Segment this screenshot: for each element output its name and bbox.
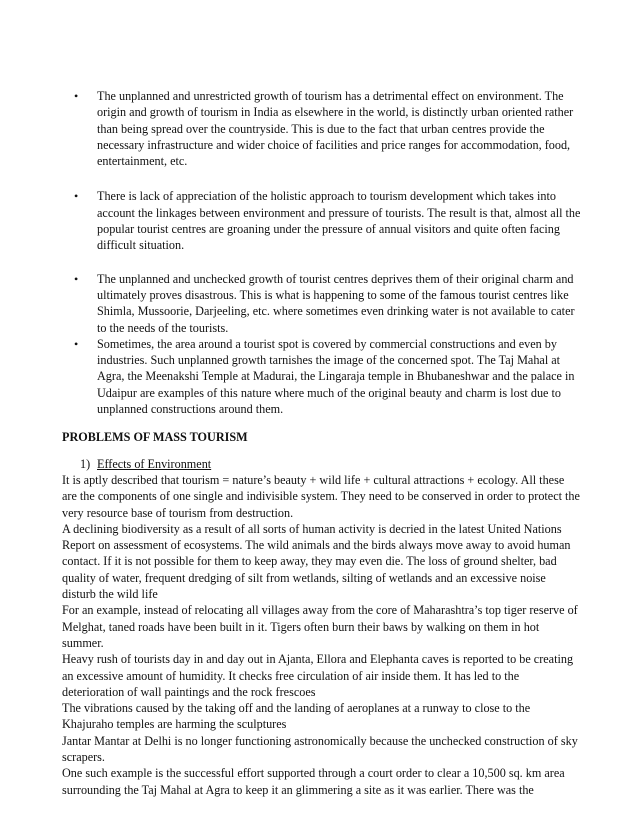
subsection-number: 1) [80, 457, 91, 471]
bullet-list [62, 88, 582, 417]
bullet-icon: • [74, 189, 79, 204]
bullet-text: The unplanned and unchecked growth of tourist centres deprives them of their original charm and ultimately proves disastrous. This is what is happening to some of the famous tourist centres like Shimla, Mussoorie, Darjeeling, etc. where sometimes even drinking water is not available to cater to the needs of the tourists. [97, 271, 575, 335]
paragraph: A declining biodiversity as a result of all sorts of human activity is decried in the latest United Nations Report on assessment of ecosystems. The wild animals and the birds always move away to avoid human contact. If it is not possible for them to keep away, they may even die. The loss of ground shelter, bad quality of water, frequent dredging of silt from wetlands, silting of wetlands and an excessive noise disturb the wild life [62, 521, 571, 602]
bullet-icon: • [74, 89, 79, 103]
body-text [62, 472, 582, 798]
bullet-item [62, 88, 582, 169]
section-heading: PROBLEMS OF MASS TOURISM [62, 430, 248, 444]
bullet-text: The unplanned and unrestricted growth of tourism has a detrimental effect on environment. The origin and growth of tourism in India as elsewhere in the world, is distinctly urban oriented rather than being spread over the countryside. This is due to the fact that urban centres provide the necessary infrastructure and wider choice of facilities and price ranges for accommodation, food, entertainment, etc. [97, 89, 574, 169]
paragraph: One such example is the successful effort supported through a court order to clear a 10,500 sq. km area surrounding the Taj Mahal at Agra to keep it an glimmering a site as it was earlier. There was the [62, 766, 565, 797]
bullet-icon: • [74, 271, 79, 286]
bullet-icon: • [74, 336, 79, 351]
bullet-text: Sometimes, the area around a tourist spot is covered by commercial constructions and even by industries. Such unplanned growth tarnishes the image of the concerned spot. The Taj Mahal at Agra, the Meenakshi Temple at Madurai, the Lingaraja temple in Bhubaneshwar and the palace in Udaipur are examples of this nature where much of the original beauty and charm is lost due to unplanned constructions around them. [97, 336, 575, 417]
bullet-text: There is lack of appreciation of the holistic approach to tourism development which takes into account the linkages between environment and pressure of tourists. The result is that, almost all the popular tourist centres are groaning under the pressure of annual visitors and quite often facing difficult situation. [97, 189, 581, 253]
paragraph: For an example, instead of relocating all villages away from the core of Maharashtra’s top tiger reserve of Melghat, taned roads have been built in it. Tigers often burn their baws by walking on them in hot summer. [62, 603, 578, 650]
bullet-item [62, 271, 582, 336]
paragraph: The vibrations caused by the taking off and the landing of aeroplanes at a runway to close to the Khajuraho temples are harming the sculptures [62, 701, 531, 732]
bullet-item [62, 336, 582, 417]
bullet-item [62, 188, 582, 253]
paragraph: Heavy rush of tourists day in and day out in Ajanta, Ellora and Elephanta caves is reported to be creating an excessive amount of humidity. It checks free circulation of air inside them. It has led to the deterioration of wall paintings and the rock frescoes [62, 652, 574, 699]
paragraph: It is aptly described that tourism = nature’s beauty + wild life + cultural attractions + ecology. All these are the components of one single and indivisible system. They need to be conserved in order to protect the very resource base of tourism from destruction. [62, 473, 580, 520]
paragraph: Jantar Mantar at Delhi is no longer functioning astronomically because the unchecked construction of sky scrapers. [62, 733, 578, 765]
subsection-label: Effects of Environment [97, 457, 212, 471]
